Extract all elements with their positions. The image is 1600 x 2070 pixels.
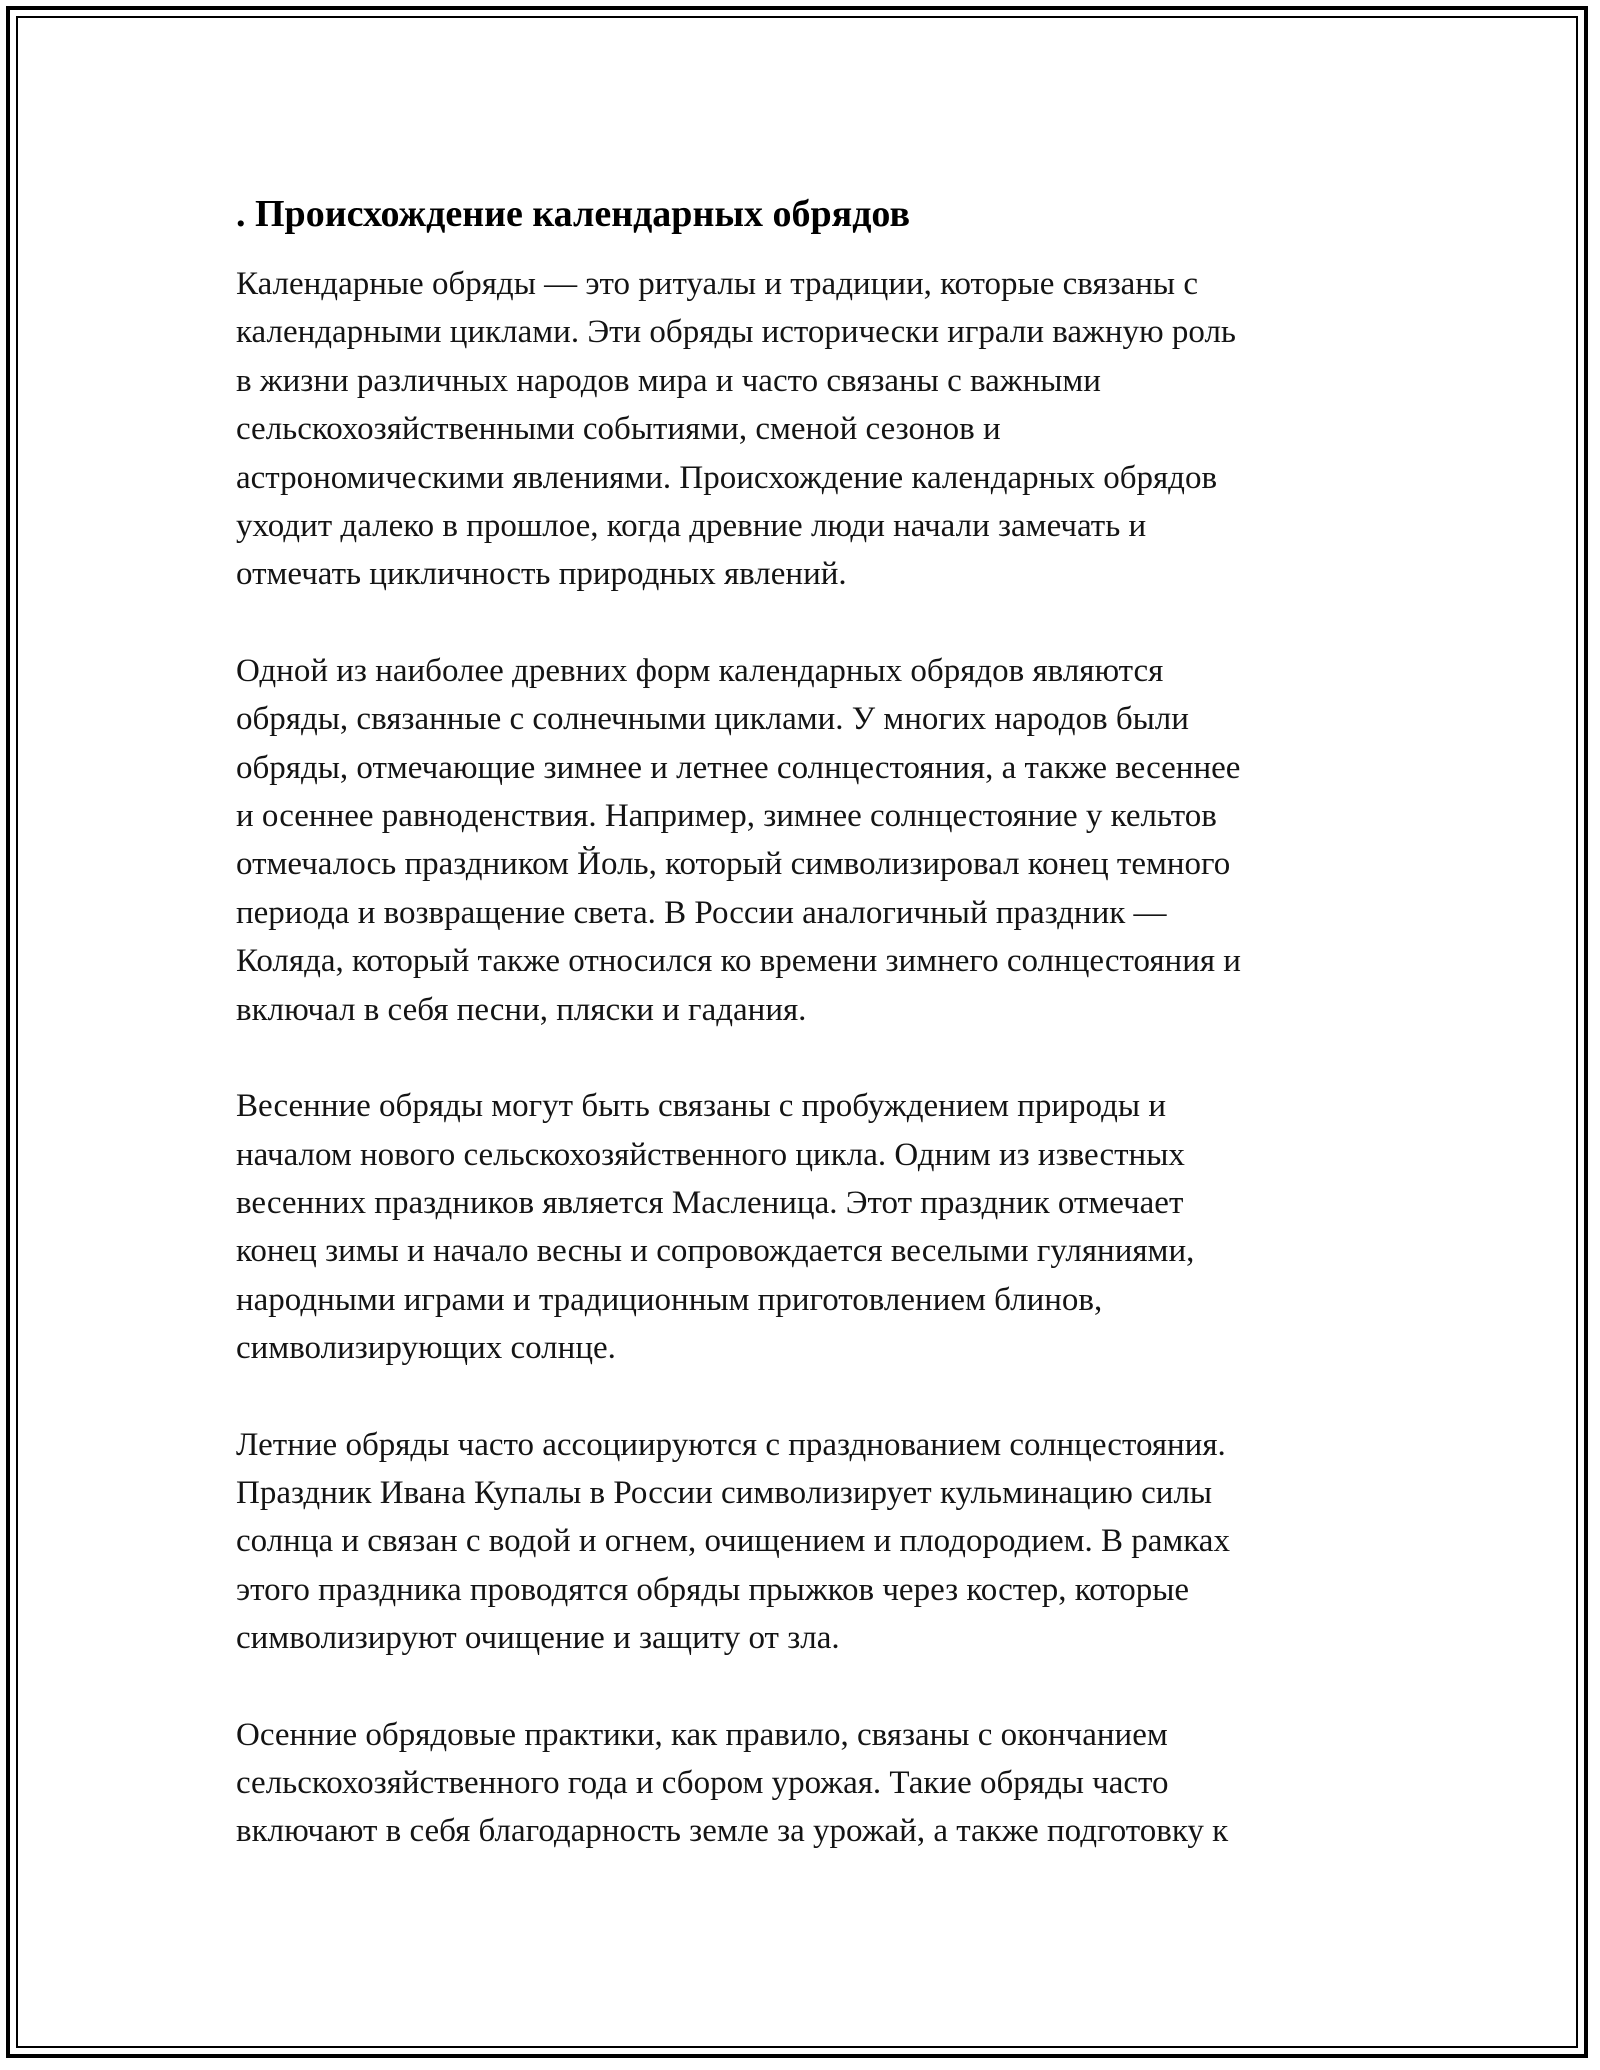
paragraph-line: весенних праздников является Масленица. Этот праздник отмечает xyxy=(236,1184,1184,1221)
paragraph-line: отмечать цикличность природных явлений. xyxy=(236,556,847,593)
paragraph-autumn-rites xyxy=(236,1711,1371,1856)
paragraph-line: Коляда, который также относился ко времени зимнего солнцестояния и xyxy=(236,943,1241,980)
paragraph-line: включал в себя песни, пляски и гадания. xyxy=(236,991,807,1028)
paragraph-line: уходит далеко в прошлое, когда древние люди начали замечать и xyxy=(236,508,1147,545)
paragraph-line: началом нового сельскохозяйственного цикла. Одним из известных xyxy=(236,1136,1185,1173)
paragraph-line: Летние обряды часто ассоциируются с празднованием солнцестояния. xyxy=(236,1426,1226,1463)
paragraph-line: народными играми и традиционным приготовлением блинов, xyxy=(236,1281,1103,1318)
paragraph-line: календарными циклами. Эти обряды исторически играли важную роль xyxy=(236,314,1236,351)
document-body xyxy=(236,186,1371,1856)
paragraph-line: Одной из наиболее древних форм календарных обрядов являются xyxy=(236,652,1164,689)
paragraph-line: в жизни различных народов мира и часто связаны с важными xyxy=(236,362,1101,399)
paragraph-line: этого праздника проводятся обряды прыжков через костер, которые xyxy=(236,1571,1190,1608)
document-title: . Происхождение календарных обрядов xyxy=(236,193,910,235)
paragraph-line: Весенние обряды могут быть связаны с пробуждением природы и xyxy=(236,1088,1166,1125)
paragraph-line: Праздник Ивана Купалы в России символизирует кульминацию силы xyxy=(236,1474,1213,1511)
title-spacing xyxy=(236,242,1371,260)
paragraph-line: сельскохозяйственного года и сбором урожая. Такие обряды часто xyxy=(236,1764,1169,1801)
paragraph-line: отмечалось праздником Йоль, который символизировал конец темного xyxy=(236,846,1231,883)
paragraph-line: и осеннее равноденствия. Например, зимнее солнцестояние у кельтов xyxy=(236,798,1217,835)
paragraph-line: астрономическими явлениями. Происхождение календарных обрядов xyxy=(236,459,1218,496)
paragraph-spacing xyxy=(236,1034,1371,1082)
paragraph-summer-rites xyxy=(236,1421,1371,1663)
paragraph-spring-rites xyxy=(236,1082,1371,1372)
paragraph-line: обряды, отмечающие зимнее и летнее солнцестояния, а также весеннее xyxy=(236,749,1241,786)
paragraph-line: сельскохозяйственными событиями, сменой сезонов и xyxy=(236,411,1001,448)
paragraph-line: обряды, связанные с солнечными циклами. У многих народов были xyxy=(236,701,1189,738)
paragraph-spacing xyxy=(236,1663,1371,1711)
paragraph-line: конец зимы и начало весны и сопровождается веселыми гуляниями, xyxy=(236,1233,1195,1270)
paragraph-spacing xyxy=(236,1373,1371,1421)
paragraph-line: символизируют очищение и защиту от зла. xyxy=(236,1620,840,1657)
paragraph-line: Осенние обрядовые практики, как правило, связаны с окончанием xyxy=(236,1716,1168,1753)
paragraph-line: включают в себя благодарность земле за урожай, а также подготовку к xyxy=(236,1813,1229,1850)
paragraph-line: Календарные обряды — это ритуалы и традиции, которые связаны с xyxy=(236,266,1198,302)
paragraph-origin xyxy=(236,260,1371,599)
paragraph-line: солнца и связан с водой и огнем, очищением и плодородием. В рамках xyxy=(236,1523,1230,1560)
paragraph-line: периода и возвращение света. В России аналогичный праздник — xyxy=(236,894,1167,931)
paragraph-line: символизирующих солнце. xyxy=(236,1330,616,1367)
paragraph-solar-cycles xyxy=(236,647,1371,1034)
paragraph-spacing xyxy=(236,599,1371,647)
